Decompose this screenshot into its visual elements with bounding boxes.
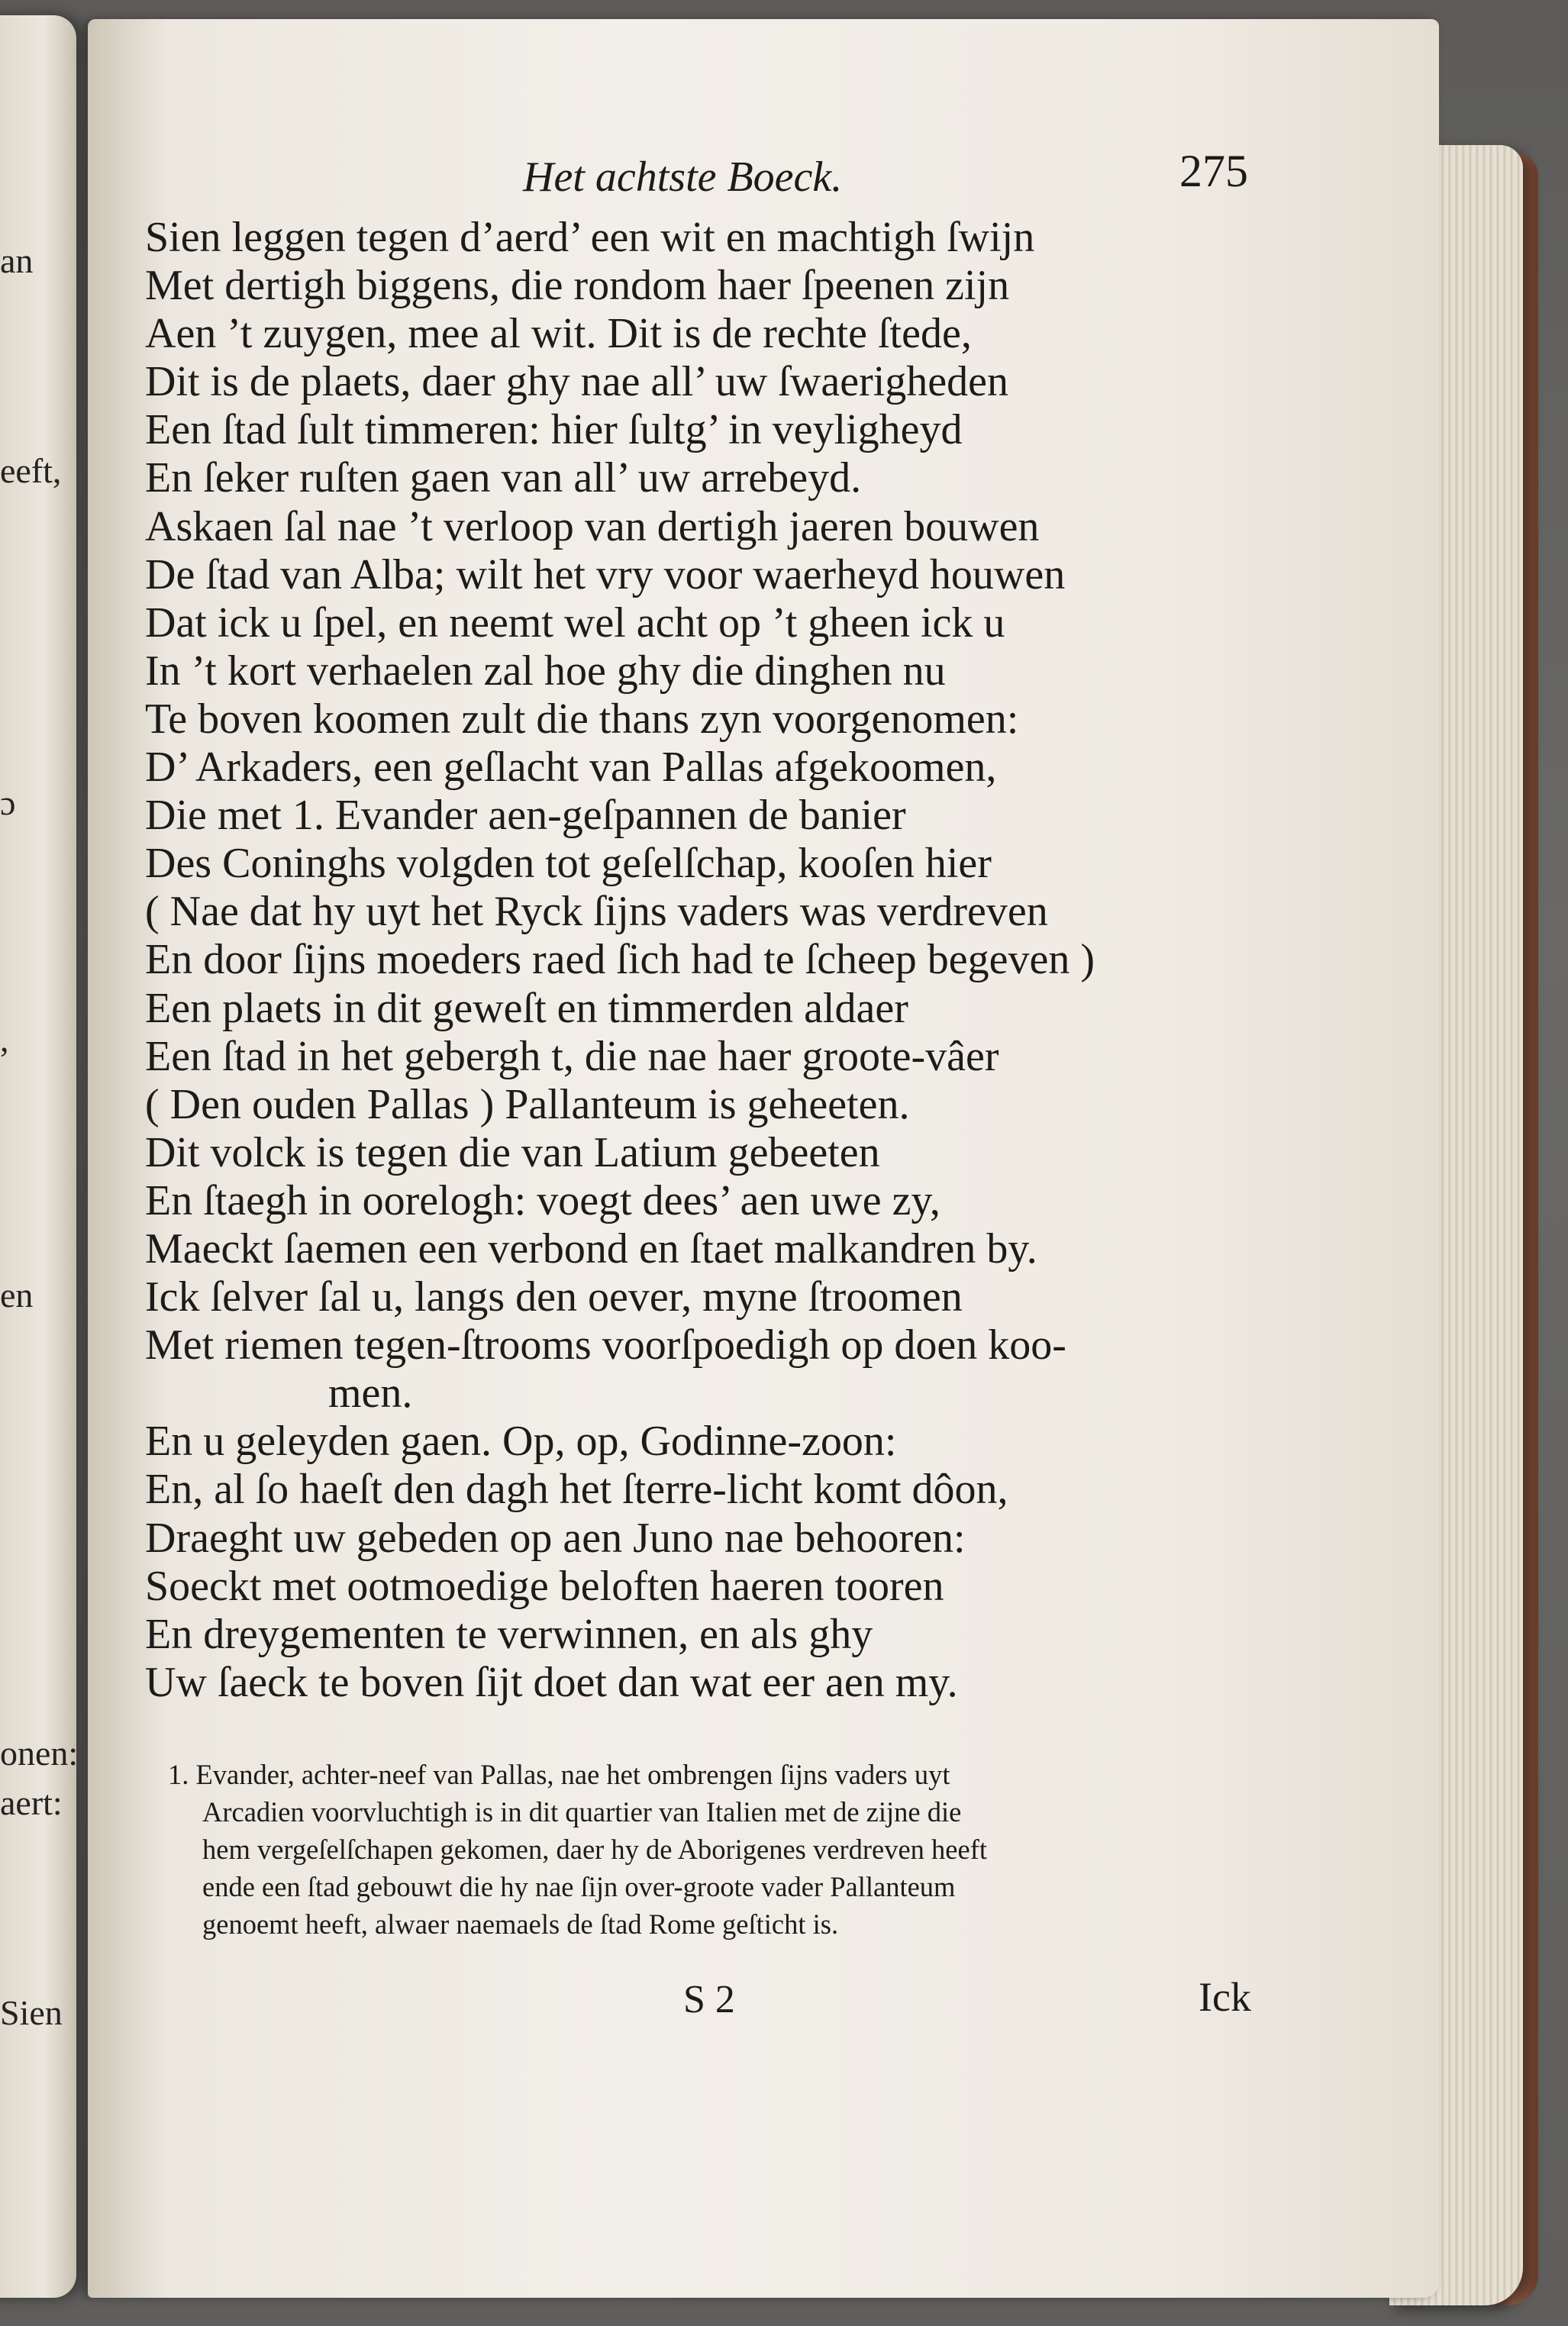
facing-left-page (0, 15, 79, 2298)
footnote-line: ende een ſtad gebouwt die hy nae ſijn over-groote vader Pallanteum (202, 1871, 956, 1902)
verse-line: Uw ſaeck te boven ſijt doet dan wat eer aen my. (145, 1658, 958, 1706)
verse-line: Des Coninghs volgden tot geſelſchap, kooſen hier (145, 840, 992, 888)
page-number: 275 (1179, 146, 1248, 196)
footnote-line: 1. Evander, achter-neef van Pallas, nae het ombrengen ſijns vaders uyt (168, 1759, 950, 1790)
left-page-fragment: , (0, 1020, 9, 1059)
left-page-fragment: eeft, (0, 451, 62, 490)
verse-line: men. (328, 1369, 413, 1418)
verse-line: Dit is de plaets, daer ghy nae all’ uw ſwaerigheden (145, 358, 1008, 406)
verse-line: Een plaets in dit geweſt en timmerden aldaer (145, 984, 908, 1032)
footnote (168, 1756, 1405, 1943)
verse-line: Ick ſelver ſal u, langs den oever, myne ſtroomen (145, 1273, 963, 1321)
verse-line: En ſtaegh in oorelogh: voegt dees’ aen uwe zy, (145, 1176, 940, 1224)
verse-line: In ’t kort verhaelen zal hoe ghy die dinghen nu (145, 647, 946, 695)
book-page (88, 19, 1439, 2298)
verse-line: Een ſtad in het gebergh t, die nae haer groote-vâer (145, 1032, 999, 1080)
verse-line: En, al ſo haeſt den dagh het ſterre-licht komt dôon, (145, 1466, 1008, 1514)
verse-line: En u geleyden gaen. Op, op, Godinne-zoon: (145, 1418, 897, 1466)
verse-text (145, 214, 1412, 1707)
left-page-fragment: an (0, 241, 34, 280)
footnote-line: Arcadien voorvluchtigh is in dit quartier van Italien met de zijne die (202, 1796, 962, 1828)
verse-line: Dat ick u ſpel, en neemt wel acht op ’t gheen ick u (145, 598, 1005, 647)
left-page-fragment: ɔ (0, 783, 16, 822)
verse-line: En dreygementen te verwinnen, en als ghy (145, 1610, 873, 1658)
verse-line: Sien leggen tegen d’aerd’ een wit en machtigh ſwijn (145, 214, 1035, 261)
verse-line: Die met 1. Evander aen-geſpannen de banier (145, 792, 906, 840)
running-head: Het achtste Boeck. (523, 153, 843, 201)
verse-line: Soeckt met ootmoedige beloften haeren tooren (145, 1562, 944, 1610)
verse-line: Maeckt ſaemen een verbond en ſtaet malkandren by. (145, 1224, 1037, 1273)
verse-line: Met dertigh biggens, die rondom haer ſpeenen zijn (145, 262, 1010, 310)
left-page-fragment: Sien (0, 1993, 63, 2032)
verse-line: Draeght uw gebeden op aen Juno nae behooren: (145, 1514, 966, 1562)
verse-line: En ſeker ruſten gaen van all’ uw arrebeyd. (145, 454, 862, 502)
verse-line: Askaen ſal nae ’t verloop van dertigh jaeren bouwen (145, 502, 1040, 550)
verse-line: En door ſijns moeders raed ſich had te ſcheep begeven ) (145, 936, 1095, 984)
footnote-line: genoemt heeft, alwaer naemaels de ſtad Rome geſticht is. (202, 1908, 839, 1940)
signature-mark: S 2 (683, 1978, 735, 2021)
verse-line: Een ſtad ſult timmeren: hier ſultg’ in veyligheyd (145, 406, 963, 454)
catchword: Ick (1199, 1974, 1251, 2020)
verse-line: Te boven koomen zult die thans zyn voorgenomen: (145, 695, 1019, 743)
verse-line: ( Nae dat hy uyt het Ryck ſijns vaders was verdreven (145, 888, 1048, 936)
left-page-fragment: onen: (0, 1734, 79, 1773)
left-page-fragment: aert: (0, 1783, 63, 1822)
verse-line: Dit volck is tegen die van Latium gebeeten (145, 1128, 880, 1176)
verse-line: D’ Arkaders, een geſlacht van Pallas afgekoomen, (145, 744, 997, 792)
footnote-line: hem vergeſelſchapen gekomen, daer hy de Aborigenes verdreven heeft (202, 1834, 987, 1865)
verse-line: De ſtad van Alba; wilt het vry voor waerheyd houwen (145, 550, 1066, 598)
verse-line: Aen ’t zuygen, mee al wit. Dit is de rechte ſtede, (145, 310, 972, 358)
left-page-fragment: en (0, 1276, 34, 1315)
verse-line: Met riemen tegen-ſtrooms voorſpoedigh op doen koo- (145, 1321, 1066, 1369)
verse-line: ( Den ouden Pallas ) Pallanteum is geheeten. (145, 1080, 910, 1128)
